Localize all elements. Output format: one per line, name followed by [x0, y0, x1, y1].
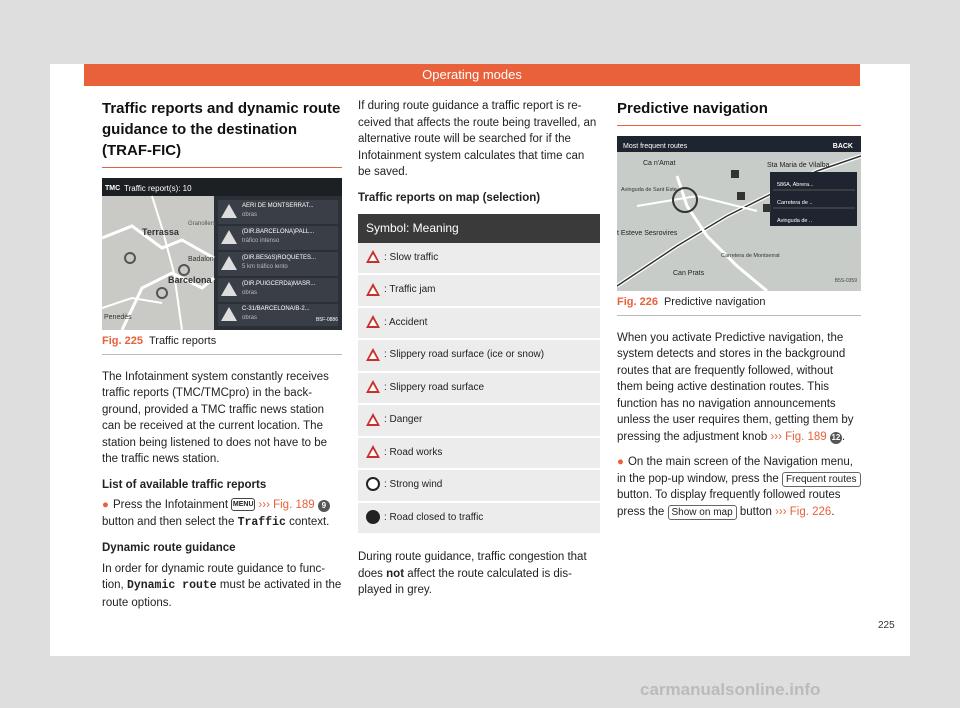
column-2 — [358, 98, 600, 608]
ice-snow-icon — [366, 348, 380, 361]
figure-traffic-reports — [102, 178, 342, 330]
report-sub: obras — [242, 315, 258, 321]
report-item[interactable] — [242, 202, 314, 220]
map-label: Ca n'Amat — [643, 160, 676, 167]
road-works-icon — [366, 445, 380, 458]
paragraph — [102, 561, 342, 612]
report-sub: 5 km tráfico lento — [242, 264, 288, 270]
row-text: : Accident — [384, 316, 428, 328]
text: button — [739, 505, 772, 518]
emphasis-not: not — [386, 567, 405, 580]
report-count-label: Traffic report(s): 10 — [124, 184, 192, 193]
report-item[interactable] — [242, 280, 315, 298]
figure-caption-text: Traffic reports — [148, 335, 217, 347]
table-row — [358, 437, 600, 470]
map-label: Carretera de Montserrat — [721, 253, 780, 259]
route-item[interactable]: Avinguda de .. — [777, 218, 813, 224]
row-text: : Strong wind — [384, 479, 443, 490]
dynamic-route-keyword: Dynamic route — [126, 579, 217, 592]
report-item[interactable] — [242, 254, 316, 272]
paragraph: The Infotainment system constantly receives traffic reports (TMC/TMCpro) in the back-ground, provided a TMC traffic news station can be received at the current location. The station being listened to does not have to be the traffic news station. — [102, 370, 329, 465]
row-text: : Traffic jam — [384, 284, 436, 295]
report-sub: obras — [242, 290, 258, 296]
slippery-road-icon — [366, 380, 380, 393]
paragraph: When you activate Predictive navigation, the system detects and stores in the background routes that are frequently followed, without them being active destination routes. This function has no navigation announcements unless the user requires them, getting them by pressing the adjustment knob ››› Fig. 189 12 . — [617, 331, 854, 443]
column-3 — [617, 98, 861, 529]
text: On the main screen of the Navigation menu, in the pop-up window, press the — [617, 456, 853, 485]
table-row — [358, 274, 600, 307]
figure-predictive-navigation — [617, 136, 861, 291]
danger-icon — [366, 413, 380, 426]
paragraph: If during route guidance a traffic report is re-ceived that affects the route being travelled, an alternative route will be searched for if the Infotainment system calculates that time can be saved. — [358, 100, 597, 178]
route-item[interactable]: 586A, Abrera... — [777, 182, 814, 188]
row-text: : Danger — [384, 414, 423, 425]
text: button and then select the — [102, 515, 235, 528]
map-label: Sta Maria de Vilalba — [767, 162, 830, 169]
text: In order for dynamic route guidance to func-tion, — [102, 562, 326, 591]
reference-number: 9 — [318, 500, 330, 512]
figure-caption — [617, 291, 861, 316]
bullet-item: ● On the main screen of the Navigation menu, in the pop-up window, press the Frequent routes button. To display frequently followed routes press the Show on map button ››› Fig. 226. — [617, 454, 861, 520]
bullet-item — [102, 497, 342, 531]
section-title-predictive: Predictive navigation — [617, 98, 861, 126]
show-on-map-key: Show on map — [668, 505, 737, 520]
header-bar: Operating modes — [84, 64, 860, 86]
menu-key: MENU — [231, 498, 255, 511]
figure-link[interactable]: ››› Fig. 189 — [770, 430, 827, 443]
figure-number: Fig. 226 — [617, 296, 658, 308]
row-text: : Road works — [384, 446, 443, 458]
table-row — [358, 469, 600, 502]
report-sub: tráfico intenso — [242, 238, 280, 244]
accident-icon — [366, 315, 380, 328]
report-item[interactable] — [242, 228, 314, 246]
map-label: Can Prats — [673, 270, 705, 277]
table-row — [358, 243, 600, 275]
table-row — [358, 502, 600, 535]
row-text: : Slow traffic — [384, 251, 439, 263]
report-sub: obras — [242, 212, 258, 218]
text: When you activate Predictive navigation, the system detects and stores in the background routes that are frequently followed, without them being active destination routes. This function has no navigation announcements unless the user requires them, getting them by pressing the adjustment knob — [617, 331, 854, 443]
bullet-icon: ● — [617, 456, 624, 468]
map-label: Badalona — [188, 256, 218, 263]
report-title: AERI DE MONTSERRAT... — [242, 203, 314, 209]
subhead-map-symbols: Traffic reports on map (selection) — [358, 191, 541, 204]
report-title: C-31/BARCELONA/B-2... — [242, 306, 310, 312]
map-label: t Esteve Sesrovires — [617, 230, 678, 237]
row-text: : Road closed to traffic — [384, 511, 484, 523]
bullet-icon: ● — [102, 499, 109, 511]
figure-link[interactable]: ››› Fig. 189 — [258, 499, 315, 511]
subhead-dynamic: Dynamic route guidance — [102, 542, 236, 554]
figure-caption — [102, 330, 342, 355]
screen-title: Most frequent routes — [623, 143, 688, 150]
table-row — [358, 307, 600, 340]
text: button. To display frequently followed routes press the — [617, 489, 841, 518]
section-title-traffic: Traffic reports and dynamic route guidance to the destination (TRAF-FIC) — [102, 98, 342, 168]
row-text: : Slippery road surface (ice or snow) — [384, 349, 545, 360]
figure-caption-text: Predictive navigation — [663, 296, 766, 308]
text: must be activated in the route options. — [102, 579, 342, 609]
figure-code: B5S-0359 — [834, 277, 857, 284]
figure-number: Fig. 225 — [102, 335, 143, 347]
report-item[interactable] — [242, 305, 310, 323]
list-title: List of available traffic reports — [102, 478, 267, 491]
table-header: Symbol: Meaning — [358, 214, 600, 243]
route-item[interactable]: Carretera de .. — [777, 200, 813, 206]
report-title: (DIR.PUIGCERDà)MASR... — [242, 281, 316, 287]
page-number: 225 — [878, 620, 895, 631]
table-row — [358, 339, 600, 372]
paragraph — [358, 549, 600, 599]
watermark: carmanualsonline.info — [640, 680, 821, 699]
report-title: (DIR.BARCELONA)PALL... — [242, 229, 315, 235]
row-text: : Slippery road surface — [384, 381, 485, 393]
column-1 — [102, 98, 342, 620]
map-label: Avinguda de Sant Este... — [621, 187, 682, 193]
tmc-label: TMC — [105, 185, 121, 192]
map-label: Terrassa — [142, 227, 179, 237]
table-row — [358, 372, 600, 405]
symbol-table — [358, 214, 600, 535]
map-label: Barcelona — [168, 275, 212, 285]
back-button[interactable]: BACK — [832, 143, 853, 150]
strong-wind-icon — [366, 477, 380, 491]
slow-traffic-icon — [366, 250, 380, 263]
text: context. — [289, 515, 330, 528]
reference-number: 12 — [831, 432, 841, 442]
figure-code: B5F-0886 — [316, 316, 338, 323]
text: During route guidance, traffic congestion that does — [358, 551, 587, 580]
map-label: Penedès — [104, 314, 132, 321]
traffic-jam-icon — [366, 283, 380, 296]
table-row — [358, 404, 600, 437]
text: affect the route calculated is dis-played in grey. — [358, 567, 572, 596]
text: Press the Infotainment — [112, 499, 229, 511]
road-closed-icon — [366, 510, 380, 524]
map-label: Granollers — [188, 221, 216, 227]
report-title: (DIR.BESòS)ROQUETES... — [242, 255, 317, 261]
traffic-keyword: Traffic — [237, 515, 286, 529]
figure-link[interactable]: ››› Fig. 226 — [775, 505, 832, 518]
frequent-routes-key: Frequent routes — [782, 472, 861, 487]
